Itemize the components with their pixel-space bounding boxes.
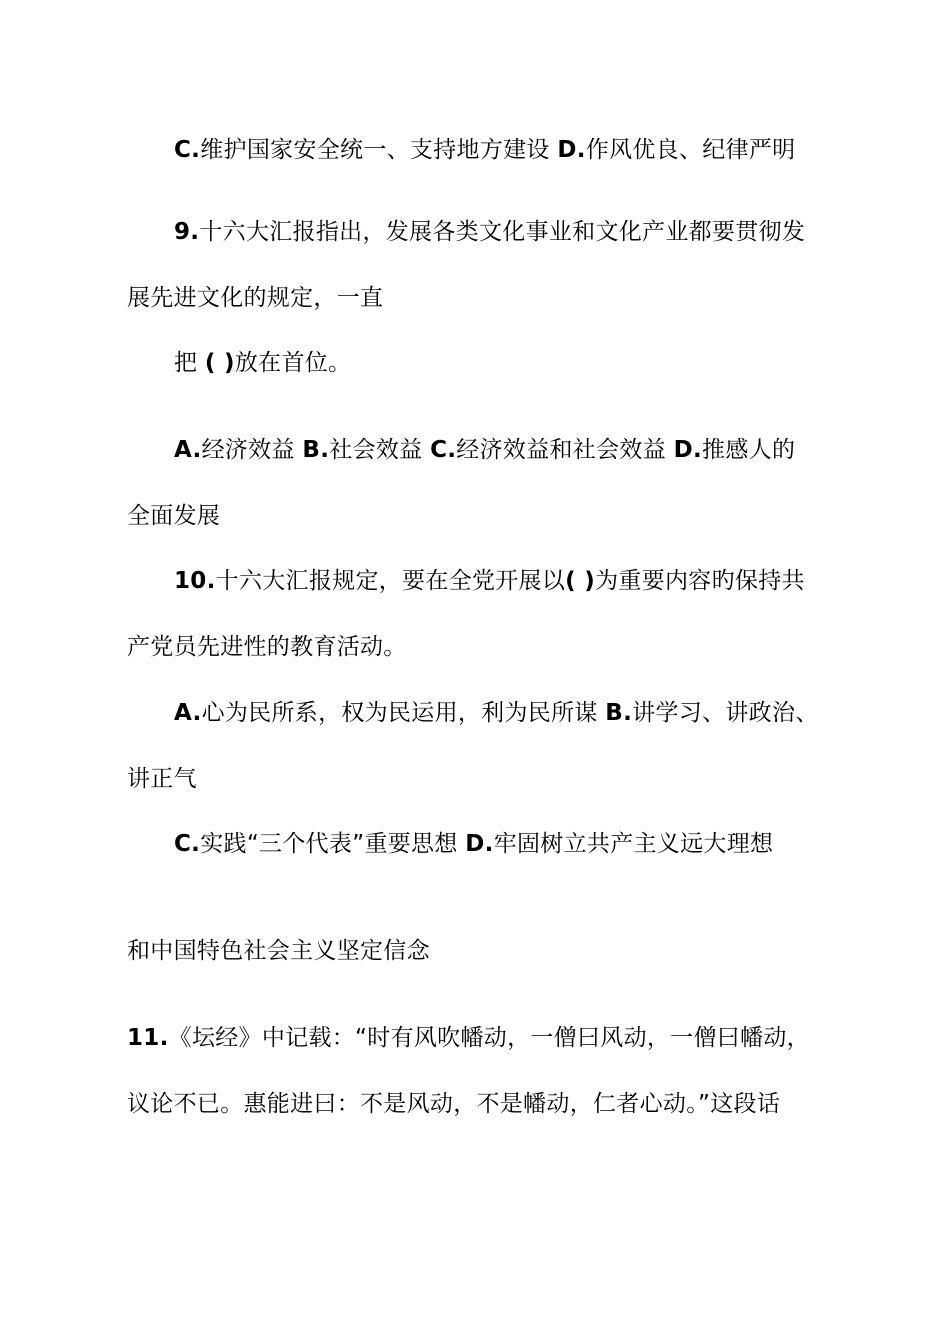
option-text: 作风优良、纪律严明	[585, 137, 796, 163]
option-text: 讲学习、讲政治、	[632, 700, 819, 726]
question-text: 《坛经》中记载：“时有风吹幡动，一僧曰风动，一僧曰幡动，	[168, 1025, 810, 1051]
blank-parentheses: ( )	[565, 568, 596, 594]
option-label: A.	[174, 700, 202, 726]
option-text: 社会效益	[329, 437, 431, 463]
question-10-line-1	[174, 567, 805, 595]
question-9-line-2	[127, 284, 383, 312]
option-label: C.	[174, 831, 201, 857]
question-number: 9.	[174, 219, 200, 245]
option-label: C.	[174, 137, 201, 163]
question-11-line-1	[127, 1024, 810, 1052]
option-label: D.	[557, 137, 586, 163]
question-10-line-2	[127, 633, 407, 661]
question-text: 议论不已。惠能进曰：不是风动，不是幡动，仁者心动。”这段话	[127, 1091, 781, 1117]
question-9-line-1	[174, 218, 805, 246]
question-10-options-c-d	[174, 830, 773, 858]
question-text: 把	[174, 350, 205, 376]
question-10-option-d-continued	[127, 937, 430, 965]
option-label: D.	[465, 831, 494, 857]
question-9-options-continued	[127, 502, 220, 530]
blank-parentheses: ( )	[204, 350, 235, 376]
option-text: 维护国家安全统一、支持地方建设	[200, 137, 558, 163]
question-text: 十六大汇报规定，要在全党开展以	[215, 568, 566, 594]
option-label: A.	[174, 437, 202, 463]
question-text: 产党员先进性的教育活动。	[127, 634, 407, 660]
option-line-c-d-q8	[174, 136, 795, 164]
question-number: 10.	[174, 568, 216, 594]
option-text: 经济效益和社会效益	[456, 437, 674, 463]
option-text: 讲正气	[127, 766, 197, 792]
option-text: 牢固树立共产主义远大理想	[493, 831, 774, 857]
option-label: D.	[673, 437, 703, 463]
option-label: B.	[605, 700, 633, 726]
option-text: 经济效益	[201, 437, 303, 463]
question-11-line-2	[127, 1090, 780, 1118]
option-text: 全面发展	[127, 503, 221, 529]
option-label: C.	[430, 437, 457, 463]
question-text: 展先进文化的规定，一直	[127, 285, 384, 311]
question-text: 放在首位。	[234, 350, 352, 376]
option-text: 心为民所系，权为民运用，利为民所谋	[201, 700, 606, 726]
question-text: 十六大汇报指出，发展各类文化事业和文化产业都要贯彻发	[199, 219, 806, 245]
question-9-options	[174, 436, 795, 464]
option-label: B.	[302, 437, 330, 463]
option-text: 和中国特色社会主义坚定信念	[127, 938, 430, 964]
option-text: 推感人的	[702, 437, 796, 463]
question-10-options-continued	[127, 765, 197, 793]
question-10-options-a-b	[174, 699, 819, 727]
question-9-line-3	[174, 349, 351, 377]
question-number: 11.	[127, 1025, 169, 1051]
option-text: 实践“三个代表”重要思想	[200, 831, 466, 857]
question-text: 为重要内容旳保持共	[595, 568, 805, 594]
